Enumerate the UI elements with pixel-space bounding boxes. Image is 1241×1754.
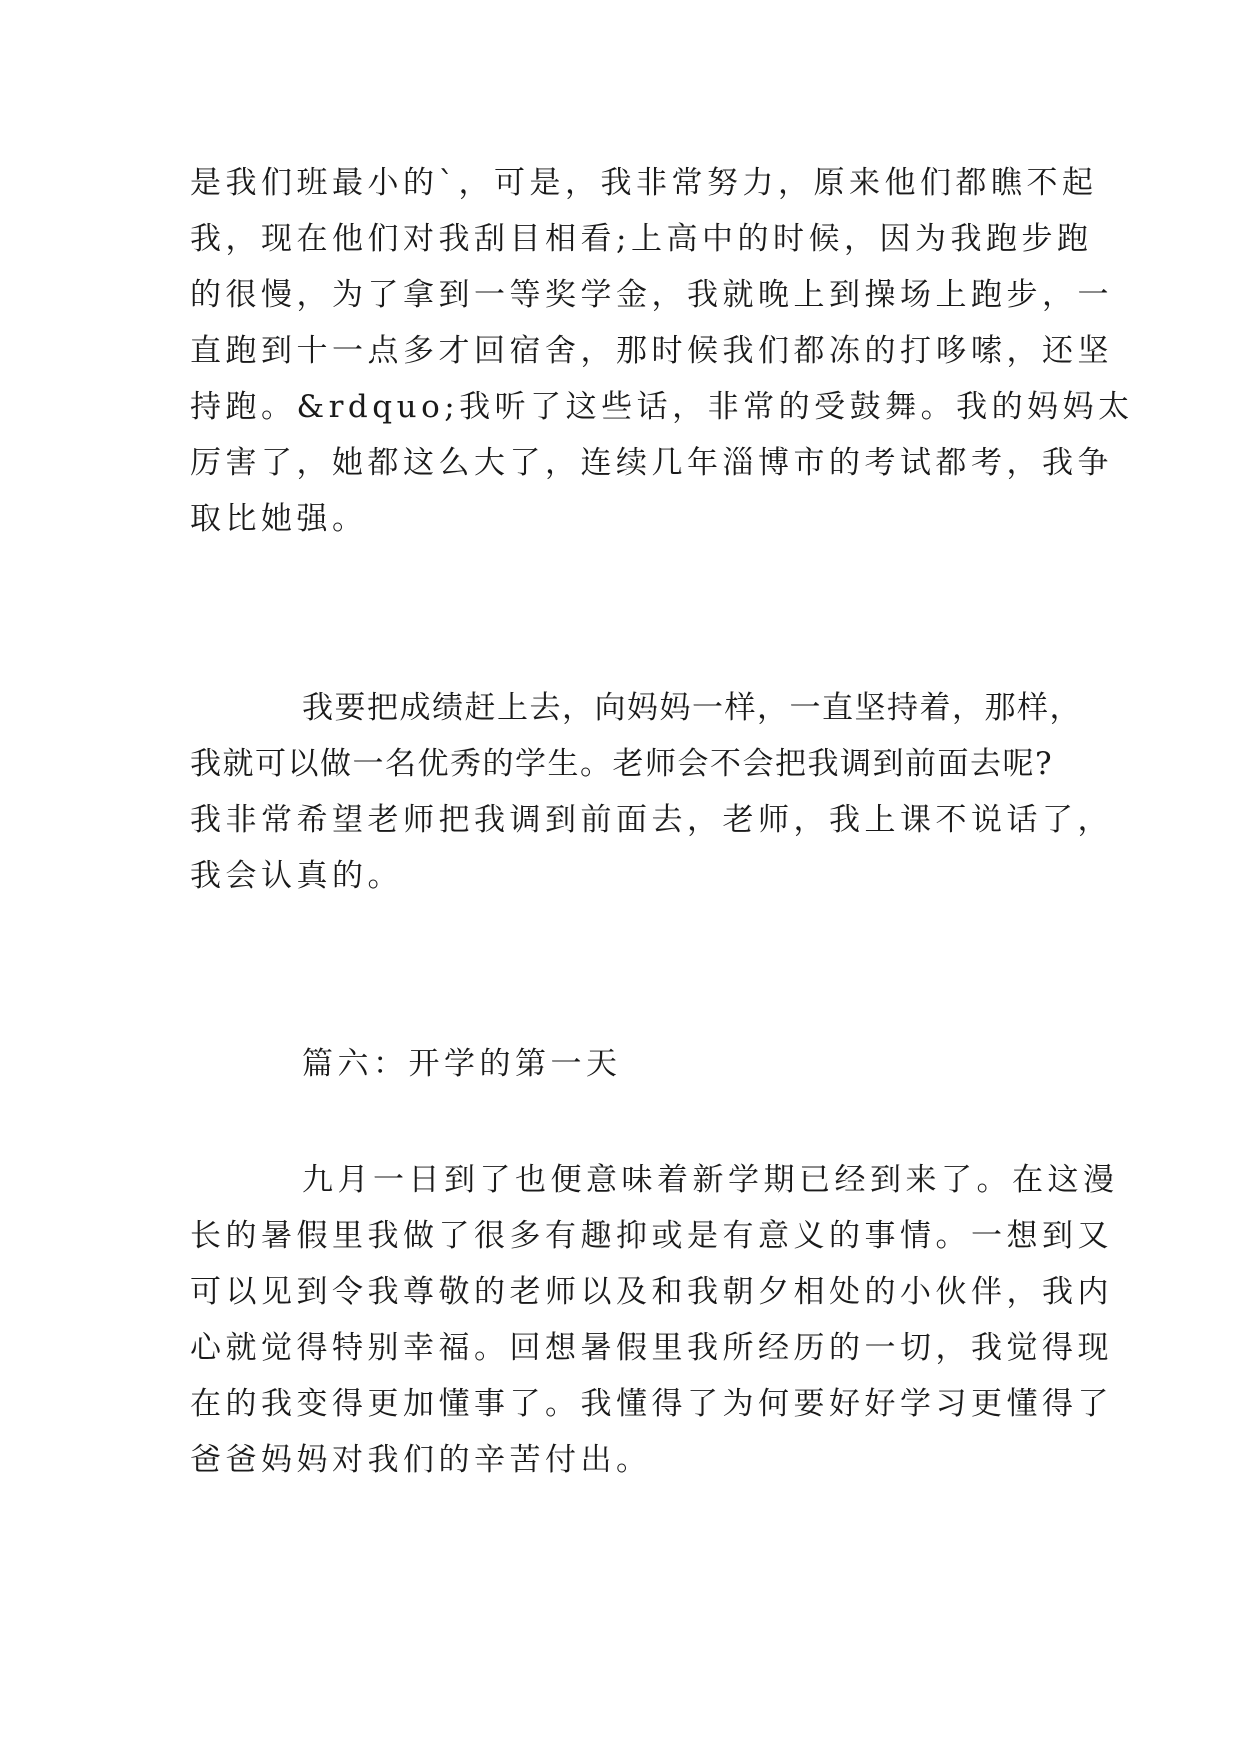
paragraph-line: 持跑。&rdquo;我听了这些话，非常的受鼓舞。我的妈妈太 [190, 389, 1134, 425]
paragraph-line: 我会认真的。 [190, 858, 403, 894]
paragraph-line: 取比她强。 [190, 501, 368, 537]
paragraph-line: 我要把成绩赶上去，向妈妈一样，一直坚持着，那样， [302, 690, 1082, 726]
paragraph-line: 爸爸妈妈对我们的辛苦付出。 [190, 1442, 652, 1478]
paragraph-line: 可以见到令我尊敬的老师以及和我朝夕相处的小伙伴，我内 [190, 1274, 1113, 1310]
paragraph-line: 厉害了，她都这么大了，连续几年淄博市的考试都考，我争 [190, 445, 1113, 481]
paragraph-line: 长的暑假里我做了很多有趣抑或是有意义的事情。一想到又 [190, 1218, 1113, 1254]
paragraph-line: 我非常希望老师把我调到前面去，老师，我上课不说话了， [190, 802, 1113, 838]
section-title: 篇六：开学的第一天 [302, 1046, 622, 1082]
paragraph-line: 心就觉得特别幸福。回想暑假里我所经历的一切，我觉得现 [190, 1330, 1113, 1366]
paragraph-line: 直跑到十一点多才回宿舍，那时候我们都冻的打哆嗦，还坚 [190, 333, 1113, 369]
paragraph-line: 在的我变得更加懂事了。我懂得了为何要好好学习更懂得了 [190, 1386, 1113, 1422]
paragraph-line: 的很慢，为了拿到一等奖学金，我就晚上到操场上跑步，一 [190, 277, 1113, 313]
paragraph-line: 我，现在他们对我刮目相看;上高中的时候，因为我跑步跑 [190, 221, 1093, 257]
paragraph-line: 是我们班最小的`，可是，我非常努力，原来他们都瞧不起 [190, 165, 1098, 201]
paragraph-line: 九月一日到了也便意味着新学期已经到来了。在这漫 [302, 1162, 1119, 1198]
paragraph-line: 我就可以做一名优秀的学生。老师会不会把我调到前面去呢? [190, 746, 1054, 782]
